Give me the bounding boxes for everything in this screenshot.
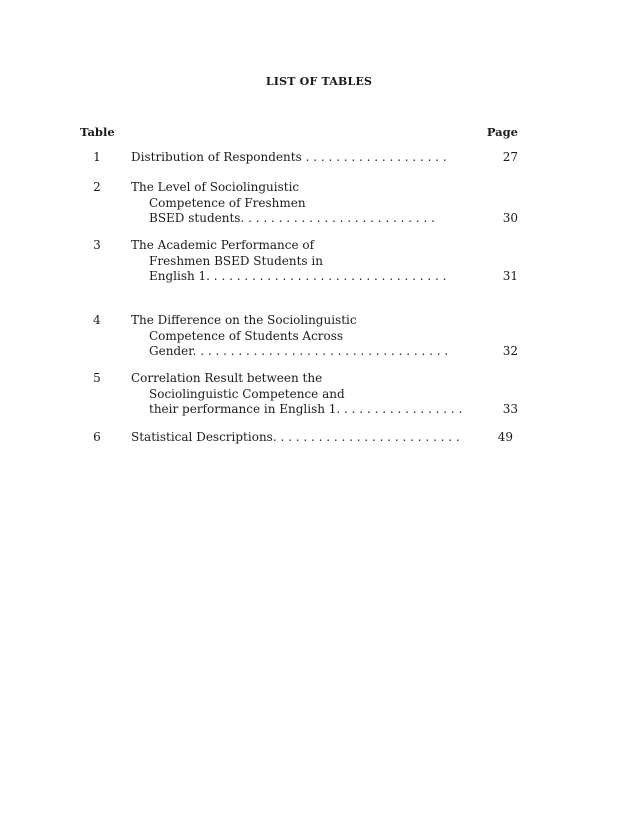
page-title: LIST OF TABLES: [265, 75, 373, 88]
caption-line: their performance in English 1. . . . . . . . . . . . . . . . .: [149, 402, 463, 416]
caption-line: The Level of Sociolinguistic: [131, 180, 300, 194]
caption-line: English 1. . . . . . . . . . . . . . . . . . . . . . . . . . . . . . . .: [149, 269, 447, 283]
table-caption: [131, 180, 481, 227]
table-number: 1: [93, 150, 101, 164]
page-number: 49: [497, 430, 513, 444]
table-caption: [131, 313, 481, 360]
page-number: 27: [502, 150, 518, 164]
caption-line: Sociolinguistic Competence and: [149, 386, 345, 401]
page-number: 33: [502, 402, 518, 416]
caption-line: BSED students. . . . . . . . . . . . . . . . . . . . . . . . . .: [149, 211, 435, 225]
table-number: 2: [93, 180, 101, 194]
caption-line: Gender. . . . . . . . . . . . . . . . . . . . . . . . . . . . . . . . . .: [149, 344, 449, 358]
page-number: 32: [502, 344, 518, 358]
table-number: 5: [93, 371, 101, 385]
table-column-header: Table: [80, 125, 115, 139]
caption-line: Competence of Students Across: [149, 328, 344, 343]
caption-line: Correlation Result between the: [131, 371, 323, 385]
caption-line: The Academic Performance of: [131, 238, 315, 252]
table-caption: [131, 430, 481, 446]
caption-line: Distribution of Respondents . . . . . . . . . . . . . . . . . . .: [131, 150, 447, 164]
caption-line: Freshmen BSED Students in: [149, 253, 323, 268]
page-column-header: Page: [486, 125, 518, 139]
page-number: 30: [502, 211, 518, 225]
page-number: 31: [502, 269, 518, 283]
table-number: 3: [93, 238, 101, 252]
caption-line: Competence of Freshmen: [149, 195, 306, 210]
table-number: 4: [93, 313, 101, 327]
caption-line: The Difference on the Sociolinguistic: [131, 313, 357, 327]
table-caption: [131, 238, 481, 285]
table-caption: [131, 371, 481, 418]
table-number: 6: [93, 430, 101, 444]
table-caption: [131, 150, 481, 166]
caption-line: Statistical Descriptions. . . . . . . . . . . . . . . . . . . . . . . . .: [131, 430, 460, 444]
